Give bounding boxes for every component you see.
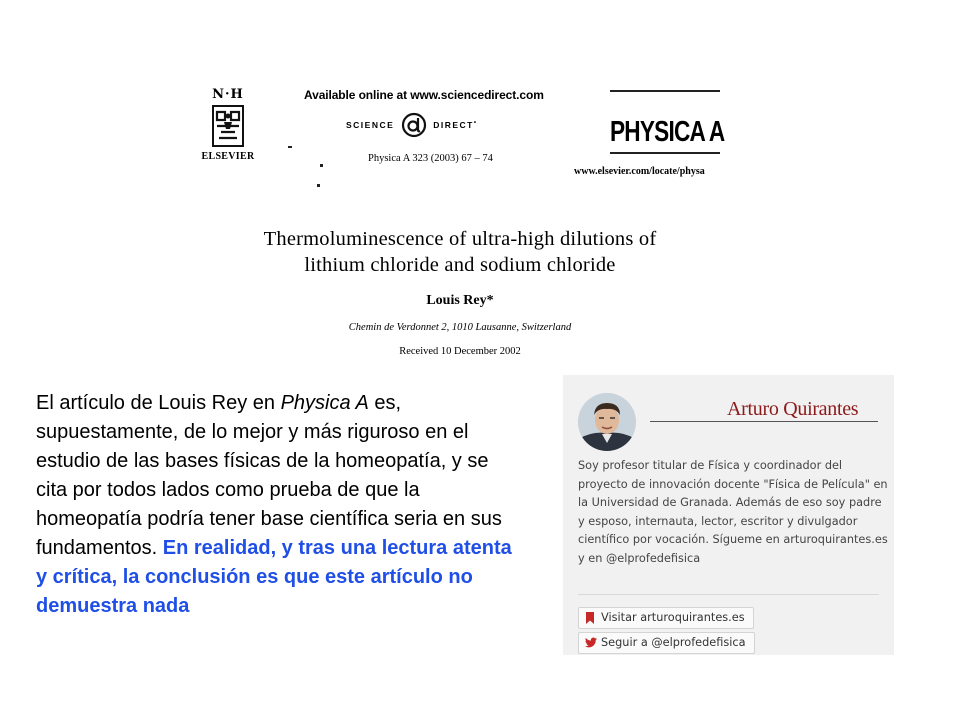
avatar (578, 393, 636, 451)
sciencedirect-logo (346, 112, 477, 138)
commentary-journal-name: Physica A (280, 392, 369, 414)
paper-affiliation: Chemin de Verdonnet 2, 1010 Lausanne, Switzerland (348, 322, 572, 333)
sciencedirect-at-icon (401, 112, 427, 138)
sciencedirect-left-word: SCIENCE (346, 120, 395, 130)
masthead-rule (610, 152, 720, 154)
journal-citation: Physica A 323 (2003) 67 – 74 (368, 153, 493, 164)
author-bio: Soy profesor titular de Física y coordinador del proyecto de innovación docente "Física de Película" en la Universidad de Granada. Además de eso soy padre y esposo, internauta, lector, escritor y divulgador científico por vocación. Sígueme en arturoquirantes.es y en @elprofedefisica (578, 459, 888, 565)
twitter-icon (585, 637, 597, 648)
visit-website-label: Visitar arturoquirantes.es (601, 611, 745, 624)
commentary-conclusion: En realidad, y tras una lectura atenta y crítica, la conclusión es que este artículo no demuestra nada (36, 537, 512, 617)
elsevier-tree-icon (211, 104, 245, 148)
visit-website-button[interactable] (578, 607, 754, 629)
paper-header (190, 80, 730, 370)
journal-url: www.elsevier.com/locate/physa (574, 166, 705, 177)
paper-title-line: lithium chloride and sodium chloride (304, 254, 616, 276)
masthead-rule (610, 90, 720, 92)
paper-title-line: Thermoluminescence of ultra-high dilutions of (263, 228, 657, 250)
scan-mark (317, 184, 320, 187)
author-card (563, 375, 894, 655)
scan-mark (288, 146, 292, 148)
commentary-part: es, supuestamente, de lo mejor y más riguroso en el estudio de las bases físicas de la homeopatía, y se cita por todos lados como prueba de que la homeopatía podría tener base científica seria en sus fundamentos. (36, 392, 502, 559)
journal-name: PHYSICA A (610, 116, 725, 148)
sciencedirect-right-word: DIRECT• (433, 120, 478, 130)
follow-twitter-button[interactable] (578, 632, 755, 654)
available-online: Available online at www.sciencedirect.com (304, 88, 544, 102)
commentary-text (36, 389, 524, 621)
divider (578, 594, 879, 595)
commentary-part: El artículo de Louis Rey en (36, 392, 281, 414)
paper-received-date: Received 10 December 2002 (399, 346, 521, 357)
paper-title (190, 226, 730, 278)
author-photo (578, 393, 636, 451)
paper-author: Louis Rey* (426, 293, 494, 308)
name-rule (650, 421, 878, 422)
scan-mark (320, 164, 323, 167)
bookmark-icon (585, 612, 595, 624)
follow-twitter-label: Seguir a @elprofedefisica (601, 636, 746, 649)
publisher-logo-top: N·H (212, 87, 244, 102)
publisher-logo (200, 88, 256, 168)
publisher-name: ELSEVIER (201, 151, 255, 162)
author-name: Arturo Quirantes (727, 398, 859, 420)
